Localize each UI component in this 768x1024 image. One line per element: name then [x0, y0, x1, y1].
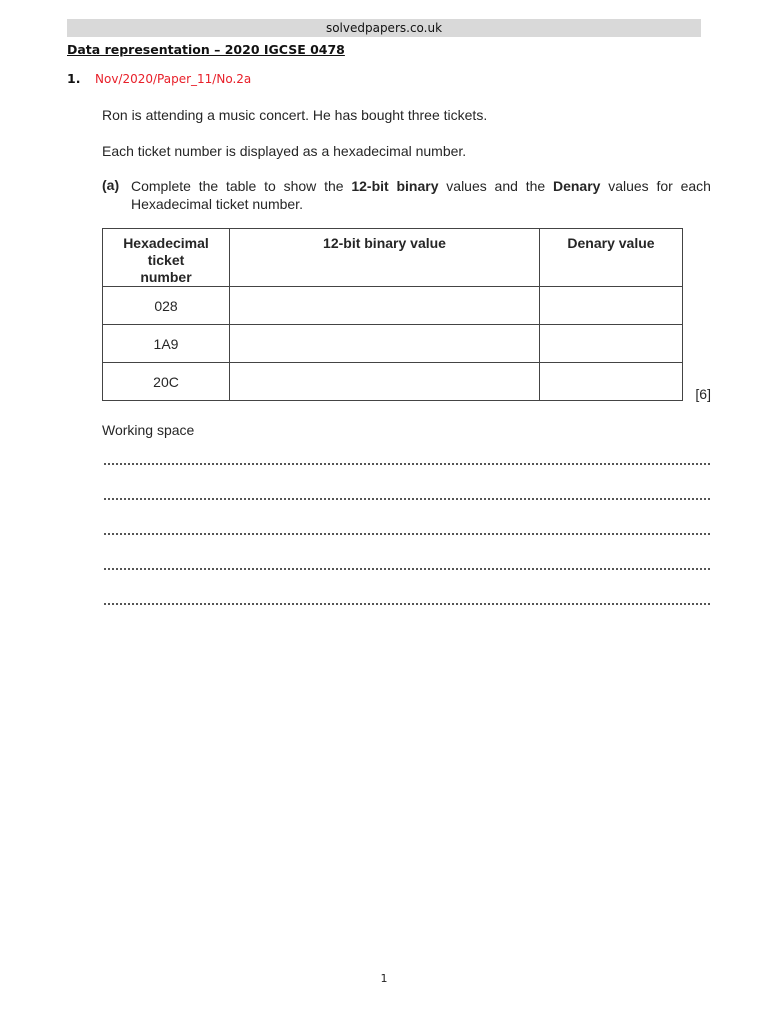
cell-binary-answer[interactable]	[230, 363, 540, 401]
part-instruction	[131, 177, 711, 213]
answer-line[interactable]	[104, 603, 710, 605]
question-reference: Nov/2020/Paper_11/No.2a	[95, 72, 252, 86]
cell-binary-answer[interactable]	[230, 287, 540, 325]
page-number: 1	[380, 972, 388, 985]
table-header-row	[103, 229, 683, 287]
answer-line[interactable]	[104, 498, 710, 500]
site-header-bar	[67, 19, 701, 37]
marks-allocation: [6]	[695, 386, 711, 402]
part-label: (a)	[102, 177, 120, 193]
part-bold-binary: 12-bit binary	[351, 178, 439, 194]
document-title: Data representation – 2020 IGCSE 0478	[67, 42, 345, 57]
part-text-middle: values and the	[438, 178, 553, 194]
header-hexadecimal: Hexadecimal ticket number	[103, 229, 230, 287]
cell-hex: 028	[103, 287, 230, 325]
table-row	[103, 325, 683, 363]
cell-hex: 20C	[103, 363, 230, 401]
part-text-before: Complete the table to show the	[131, 178, 352, 194]
ticket-table	[102, 228, 683, 401]
question-intro-1: Ron is attending a music concert. He has bought three tickets.	[102, 107, 488, 123]
cell-denary-answer[interactable]	[540, 325, 683, 363]
answer-line[interactable]	[104, 533, 710, 535]
part-bold-denary: Denary	[552, 178, 601, 194]
table-row	[103, 363, 683, 401]
header-binary: 12-bit binary value	[230, 229, 540, 287]
answer-line[interactable]	[104, 568, 710, 570]
cell-hex: 1A9	[103, 325, 230, 363]
cell-denary-answer[interactable]	[540, 287, 683, 325]
table-row	[103, 287, 683, 325]
question-intro-2: Each ticket number is displayed as a hexadecimal number.	[102, 143, 467, 159]
cell-binary-answer[interactable]	[230, 325, 540, 363]
answer-line[interactable]	[104, 463, 710, 465]
site-name: solvedpapers.co.uk	[325, 21, 443, 35]
working-space-label: Working space	[102, 422, 195, 438]
question-number: 1.	[67, 71, 81, 86]
part-text-after: values for each Hexadecimal ticket number.	[131, 178, 711, 212]
cell-denary-answer[interactable]	[540, 363, 683, 401]
header-denary: Denary value	[540, 229, 683, 287]
